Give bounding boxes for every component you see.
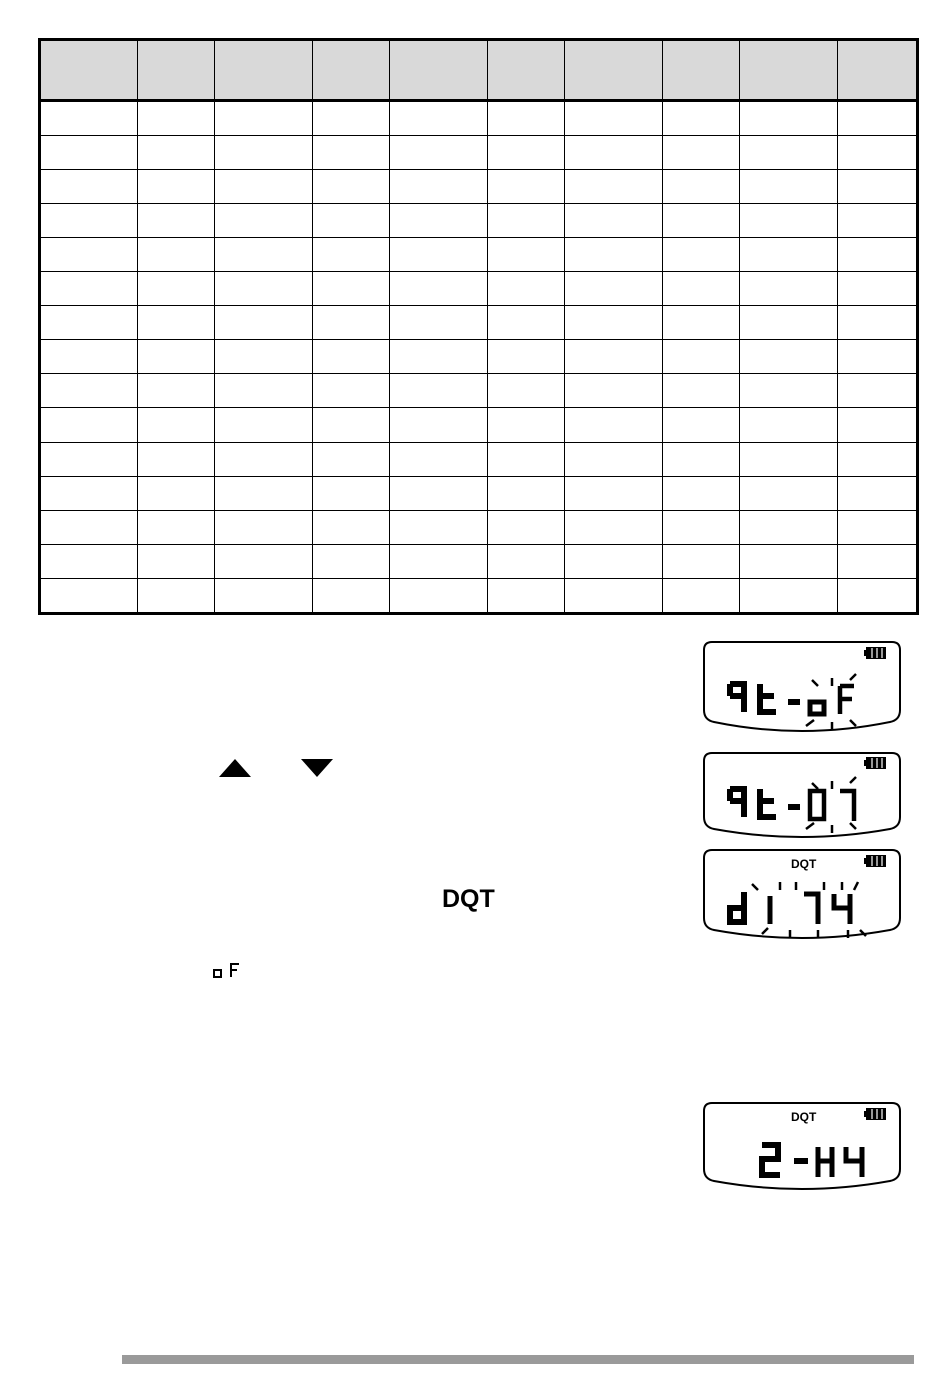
table-cell: [663, 204, 740, 238]
battery-icon: [864, 647, 886, 659]
table-cell: [663, 544, 740, 578]
battery-icon: [864, 855, 886, 867]
table-row: [40, 578, 918, 613]
table-cell: [313, 272, 390, 306]
table-cell: [215, 578, 313, 613]
table-cell: [40, 204, 138, 238]
table-row: [40, 510, 918, 544]
table-cell: [488, 101, 565, 136]
table-cell: [390, 136, 488, 170]
table-cell: [215, 476, 313, 510]
table-cell: [663, 306, 740, 340]
lcd-display-dqt-2h4: [700, 1099, 904, 1192]
table-cell: [215, 544, 313, 578]
table-cell: [488, 544, 565, 578]
table-cell: [215, 408, 313, 442]
table-cell: [740, 578, 838, 613]
table-cell: [138, 442, 215, 476]
table-cell: [565, 340, 663, 374]
table-cell: [488, 340, 565, 374]
table-cell: [40, 408, 138, 442]
table-row: [40, 170, 918, 204]
table-cell: [215, 136, 313, 170]
table-cell: [663, 442, 740, 476]
table-cell: [390, 272, 488, 306]
table-cell: [740, 136, 838, 170]
header-cell: [215, 40, 313, 101]
table-cell: [740, 442, 838, 476]
of-glyph: [211, 960, 247, 980]
table-body: [40, 101, 918, 614]
table-cell: [40, 306, 138, 340]
table-cell: [138, 101, 215, 136]
table-cell: [215, 170, 313, 204]
table-cell: [138, 476, 215, 510]
table-row: [40, 408, 918, 442]
table-cell: [313, 374, 390, 408]
table-cell: [138, 170, 215, 204]
table-cell: [740, 101, 838, 136]
table-cell: [565, 136, 663, 170]
table-cell: [390, 170, 488, 204]
table-cell: [138, 306, 215, 340]
table-cell: [663, 374, 740, 408]
table-cell: [838, 238, 918, 272]
table-row: [40, 101, 918, 136]
header-cell: [40, 40, 138, 101]
table-cell: [488, 306, 565, 340]
table-cell: [565, 238, 663, 272]
table-cell: [313, 544, 390, 578]
table-cell: [488, 408, 565, 442]
spec-table: [38, 38, 916, 615]
table-cell: [740, 476, 838, 510]
table-cell: [215, 101, 313, 136]
table-row: [40, 544, 918, 578]
table-cell: [138, 340, 215, 374]
table-cell: [138, 238, 215, 272]
table-cell: [390, 101, 488, 136]
table-cell: [390, 544, 488, 578]
table-cell: [40, 374, 138, 408]
table-cell: [40, 238, 138, 272]
table-cell: [838, 340, 918, 374]
table-cell: [40, 170, 138, 204]
table-row: [40, 136, 918, 170]
table-cell: [740, 408, 838, 442]
table-cell: [138, 408, 215, 442]
table-cell: [565, 408, 663, 442]
code-table: [38, 38, 919, 615]
table-cell: [488, 442, 565, 476]
table-cell: [838, 170, 918, 204]
table-cell: [390, 238, 488, 272]
table-cell: [838, 408, 918, 442]
table-cell: [390, 340, 488, 374]
table-cell: [138, 272, 215, 306]
triangle-up-icon[interactable]: [217, 757, 253, 779]
table-cell: [565, 442, 663, 476]
table-cell: [215, 204, 313, 238]
table-row: [40, 204, 918, 238]
header-cell: [740, 40, 838, 101]
table-cell: [215, 306, 313, 340]
table-cell: [565, 170, 663, 204]
table-cell: [313, 136, 390, 170]
table-cell: [838, 374, 918, 408]
table-cell: [40, 544, 138, 578]
table-cell: [740, 272, 838, 306]
table-cell: [138, 578, 215, 613]
header-cell: [313, 40, 390, 101]
table-cell: [838, 442, 918, 476]
table-row: [40, 476, 918, 510]
table-cell: [40, 136, 138, 170]
header-cell: [663, 40, 740, 101]
table-cell: [740, 374, 838, 408]
table-cell: [838, 306, 918, 340]
dqt-label: DQT: [442, 885, 495, 913]
header-cell: [390, 40, 488, 101]
table-cell: [215, 374, 313, 408]
table-cell: [838, 101, 918, 136]
table-cell: [138, 136, 215, 170]
table-cell: [663, 510, 740, 544]
table-cell: [838, 204, 918, 238]
table-cell: [40, 476, 138, 510]
table-cell: [565, 101, 663, 136]
table-cell: [40, 340, 138, 374]
table-cell: [138, 374, 215, 408]
table-cell: [838, 476, 918, 510]
table-cell: [313, 476, 390, 510]
table-row: [40, 442, 918, 476]
table-cell: [313, 101, 390, 136]
table-cell: [663, 578, 740, 613]
table-cell: [313, 578, 390, 613]
table-cell: [313, 238, 390, 272]
table-cell: [565, 544, 663, 578]
table-cell: [138, 510, 215, 544]
table-row: [40, 272, 918, 306]
table-cell: [565, 510, 663, 544]
header-cell: [838, 40, 918, 101]
table-cell: [488, 510, 565, 544]
table-cell: [138, 544, 215, 578]
table-cell: [215, 272, 313, 306]
table-cell: [740, 510, 838, 544]
table-cell: [313, 204, 390, 238]
table-cell: [390, 408, 488, 442]
table-row: [40, 374, 918, 408]
table-cell: [390, 578, 488, 613]
dqt-indicator: DQT: [791, 1110, 817, 1124]
table-cell: [215, 340, 313, 374]
table-cell: [215, 238, 313, 272]
table-cell: [40, 272, 138, 306]
header-cell: [565, 40, 663, 101]
table-row: [40, 238, 918, 272]
table-cell: [390, 476, 488, 510]
lcd-display-qt-off: [700, 636, 904, 736]
table-cell: [488, 272, 565, 306]
table-cell: [40, 101, 138, 136]
header-cell: [488, 40, 565, 101]
table-cell: [390, 374, 488, 408]
battery-icon: [864, 1108, 886, 1120]
table-cell: [663, 476, 740, 510]
table-cell: [565, 578, 663, 613]
table-cell: [313, 442, 390, 476]
table-cell: [313, 408, 390, 442]
table-cell: [488, 136, 565, 170]
table-cell: [663, 272, 740, 306]
table-cell: [40, 442, 138, 476]
table-cell: [488, 170, 565, 204]
table-cell: [663, 408, 740, 442]
lcd-display-qt-07: [700, 749, 904, 840]
table-cell: [215, 442, 313, 476]
table-cell: [390, 306, 488, 340]
dqt-indicator: DQT: [791, 857, 817, 871]
table-cell: [838, 136, 918, 170]
table-cell: [488, 476, 565, 510]
header-cell: [138, 40, 215, 101]
table-cell: [740, 170, 838, 204]
battery-icon: [864, 757, 886, 769]
table-cell: [663, 340, 740, 374]
table-cell: [663, 101, 740, 136]
table-cell: [565, 272, 663, 306]
table-cell: [40, 578, 138, 613]
table-cell: [313, 510, 390, 544]
table-cell: [313, 306, 390, 340]
table-cell: [565, 476, 663, 510]
table-cell: [313, 170, 390, 204]
table-row: [40, 340, 918, 374]
lcd-display-dqt-d174: [700, 846, 904, 944]
table-cell: [663, 136, 740, 170]
table-cell: [390, 442, 488, 476]
table-cell: [488, 374, 565, 408]
table-cell: [663, 170, 740, 204]
table-cell: [740, 340, 838, 374]
table-cell: [40, 510, 138, 544]
table-cell: [838, 272, 918, 306]
table-cell: [565, 374, 663, 408]
table-cell: [838, 510, 918, 544]
footer-bar: [122, 1355, 914, 1364]
table-cell: [740, 544, 838, 578]
table-header: [40, 40, 918, 101]
table-cell: [488, 578, 565, 613]
table-row: [40, 306, 918, 340]
table-cell: [838, 544, 918, 578]
table-cell: [565, 306, 663, 340]
table-cell: [838, 578, 918, 613]
table-cell: [313, 340, 390, 374]
table-cell: [215, 510, 313, 544]
table-cell: [488, 204, 565, 238]
table-cell: [740, 238, 838, 272]
table-cell: [663, 238, 740, 272]
table-cell: [138, 204, 215, 238]
triangle-down-icon[interactable]: [299, 757, 335, 779]
table-cell: [390, 510, 488, 544]
table-cell: [488, 238, 565, 272]
table-cell: [740, 204, 838, 238]
table-cell: [390, 204, 488, 238]
table-cell: [740, 306, 838, 340]
table-cell: [565, 204, 663, 238]
